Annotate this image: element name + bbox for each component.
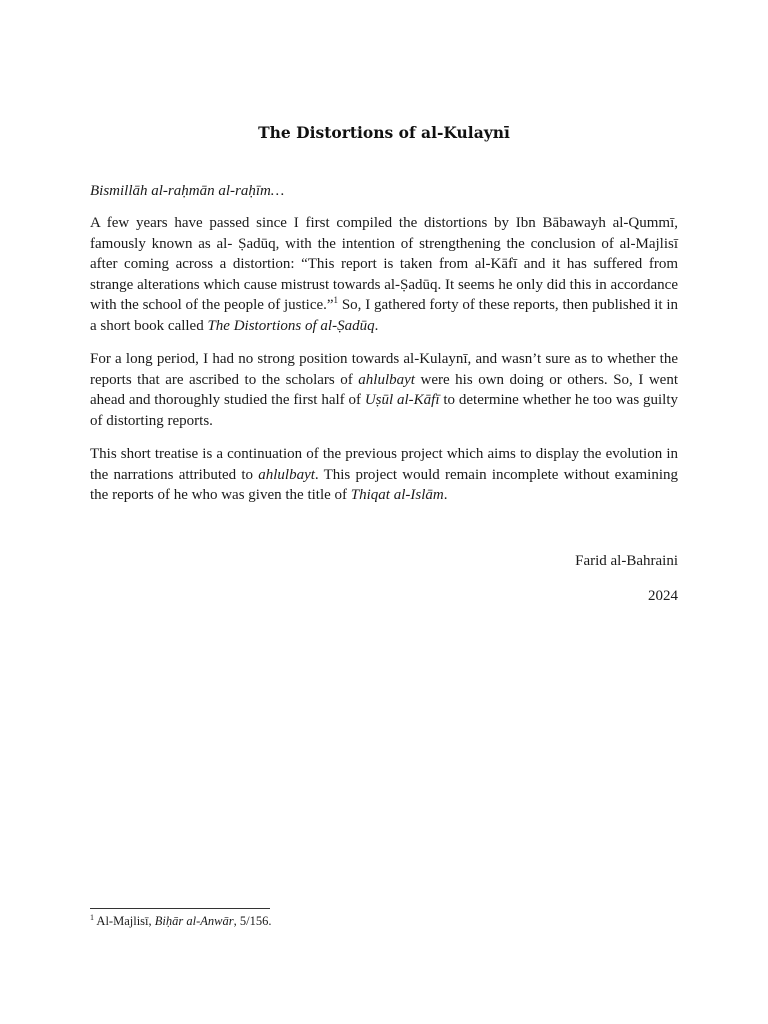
signature-year: 2024	[648, 588, 678, 604]
paragraph-intro-text-b: So, I gathered forty of these reports, then published it in a short book called	[90, 297, 678, 334]
paragraph-position-text-a: For a long period, I had no strong position towards al-Kulaynī, and wasn’t sure as to whether the reports that are ascribed to the scholars of	[90, 351, 678, 388]
footnote-text-b: , 5/156.	[233, 914, 272, 928]
footnote-divider	[90, 908, 270, 909]
book-title-sadooq: The Distortions of al-Ṣadūq	[207, 317, 375, 334]
paragraph-continuation-text-a: This short treatise is a continuation of the previous project which aims to display the evolution in the narrations attributed to	[90, 446, 678, 483]
paragraph-continuation-text-b: . This project would remain incomplete without examining the reports of he who was given the title of	[90, 466, 679, 503]
paragraph-position-text-c: to determine whether he too was guilty of distorting reports.	[90, 392, 678, 429]
footnote-number: 1	[90, 912, 94, 922]
document-page	[90, 0, 678, 1024]
paragraph-intro	[90, 213, 678, 336]
paragraph-continuation-text-c: .	[443, 487, 448, 503]
footnote-reference[interactable]: 1	[333, 295, 339, 305]
author-signature: Farid al-Bahraini	[575, 553, 678, 569]
paragraph-continuation	[90, 444, 678, 506]
term-thiqat-al-islam: Thiqat al-Islām	[350, 487, 444, 503]
paragraph-intro-text-c: .	[374, 317, 379, 334]
footnote	[90, 914, 678, 929]
paragraph-position	[90, 349, 678, 431]
footnote-book: Biḥār al-Anwār	[154, 914, 234, 928]
paragraph-position-text-b: were his own doing or others. So, I went ahead and thoroughly studied the first half of	[90, 371, 679, 408]
footnote-text-a: Al-Majlisī,	[94, 914, 155, 928]
basmala-line: Bismillāh al-raḥmān al-raḥīm…	[90, 183, 285, 199]
document-title: The Distortions of al-Kulaynī	[258, 123, 510, 142]
term-ahlulbayt: ahlulbayt	[358, 371, 415, 388]
book-title-usul: Uṣūl al-Kāfī	[364, 392, 440, 408]
paragraph-intro-text-a: A few years have passed since I first compiled the distortions by Ibn Bābawayh al-Qummī, famously known as al- Ṣadūq, with the intention of strengthening the conclusion of al-Majlisī after coming across a distortion: “This report is taken from al-Kāfī and it has suffered from strange alterations which cause mistrust towards al-Ṣadūq. It seems he only did this in accordance with the school of the people of justice.”	[90, 215, 678, 313]
term-ahlulbayt: ahlulbayt	[258, 466, 315, 483]
